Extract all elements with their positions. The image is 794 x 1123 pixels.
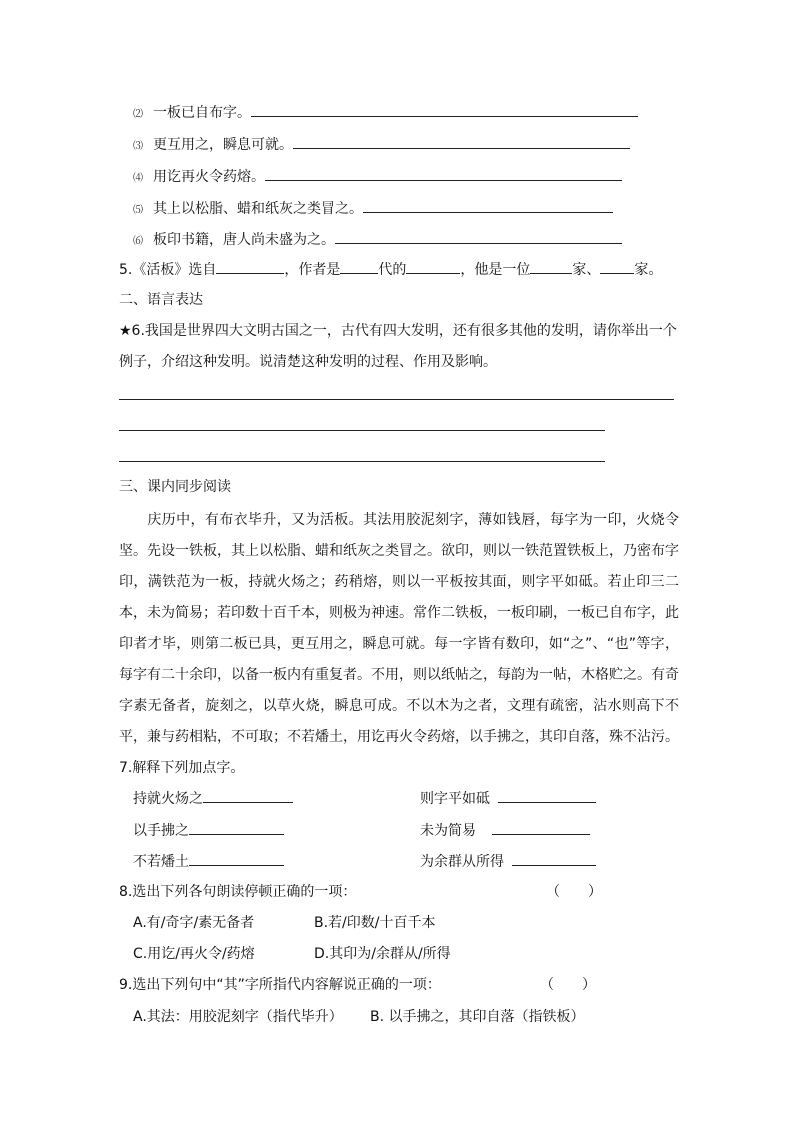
item-number: ⑵ [133,109,143,120]
q5-part: 家、 [572,262,601,278]
item-text: 其上以松脂、蜡和纸灰之类冒之。 [153,201,363,217]
item-text: 一板已自布字。 [153,105,251,121]
q7-item [420,851,596,872]
option[interactable]: B.若/印数/十百千本 [314,915,436,931]
answer-blank[interactable] [265,166,622,181]
passage-text: 庆历中，有布衣毕升，又为活板。其法用胶泥刻字，薄如钱唇，每字为一印，火烧令坚。先设一铁板，其上以松脂、蜡和纸灰之类冒之。欲印，则以一铁范置铁板上，乃密布字印，满铁范为一板，持就火炀之；药稍熔，则以一平板按其面，则字平如砥。若止印三二本，未为简易；若印数十百千本，则极为神速。常作二铁板，一板印刷，一板已自布字，此印者才毕，则第二板已具，更互用之，瞬息可就。每一字皆有数印，如“之”、“也”等字，每字有二十余印，以备一板内有重复者。不用，则以纸帖之，每韵为一帖，木格贮之。有奇字素无备者，旋刻之，以草火烧，瞬息可成。不以木为之者，文理有疏密，沾水则高下不平，兼与药相粘，不可取；不若燔土，用讫再火令药熔，以手拂之，其印自落，殊不沾污。 [119,512,679,745]
reading-passage [119,505,679,753]
q5-part: 5.《活板》选自 [119,262,217,278]
sub-item [133,102,638,125]
q7-item [420,788,596,809]
answer-blank[interactable] [216,259,284,274]
item-number: ⑶ [133,141,143,152]
question-8-title: 8.选出下列各句朗读停顿正确的一项： [119,884,357,900]
answer-blank[interactable] [340,259,378,274]
question-6-line2: 例子，介绍这种发明。说清楚这种发明的过程、作用及影响。 [119,354,497,370]
q7-phrase: 以手拂之 [133,823,189,839]
answer-blank[interactable] [189,851,284,866]
answer-line[interactable] [119,430,605,431]
question-7-title: 7.解释下列加点字。 [119,760,245,776]
answer-blank[interactable] [363,198,613,213]
sub-item [133,134,630,157]
q5-part: 家。 [634,262,663,278]
option[interactable]: A.有/奇字/素无备者 [133,915,255,931]
q5-part: 代的 [378,262,407,278]
answer-blank[interactable] [293,134,630,149]
q5-part: ，他是一位 [460,262,531,278]
q7-item [133,788,293,809]
answer-blank[interactable] [498,788,596,803]
item-number: ⑸ [133,205,143,216]
section-heading: 二、语言表达 [119,292,203,308]
option[interactable]: D.其印为/余群从/所得 [314,946,451,962]
answer-paren[interactable]: （ ） [546,884,602,900]
answer-blank[interactable] [492,820,590,835]
q5-part: ，作者是 [284,262,341,278]
sub-item [133,166,622,189]
answer-blank[interactable] [335,229,622,244]
answer-blank[interactable] [600,259,634,274]
answer-line[interactable] [119,399,674,400]
item-text: 更互用之，瞬息可就。 [153,137,293,153]
q7-phrase: 则字平如砥 [420,791,490,807]
sub-item [133,198,613,221]
answer-blank[interactable] [512,851,596,866]
answer-line[interactable] [119,461,605,462]
option[interactable]: B. 以手拂之，其印自落（指铁板） [370,1009,585,1025]
section-heading: 三、课内同步阅读 [119,479,231,495]
answer-blank[interactable] [203,788,293,803]
q7-phrase: 未为简易 [420,823,476,839]
q7-phrase: 持就火炀之 [133,791,203,807]
answer-blank[interactable] [530,259,572,274]
answer-blank[interactable] [251,102,638,117]
q7-item [133,851,284,872]
answer-blank[interactable] [406,259,460,274]
q7-phrase: 为余群从所得 [420,854,504,870]
answer-paren[interactable]: （ ） [540,977,596,993]
question-5 [119,259,662,280]
sub-item [133,229,622,252]
option[interactable]: C.用讫/再火令/药熔 [133,946,255,962]
item-text: 板印书籍，唐人尚未盛为之。 [153,232,335,248]
answer-blank[interactable] [189,820,284,835]
option[interactable]: A.其法：用胶泥刻字（指代毕升） [133,1009,343,1025]
question-9-title: 9.选出下列句中“其”字所指代内容解说正确的一项： [119,977,441,993]
question-6-line1: ★6.我国是世界四大文明古国之一，古代有四大发明，还有很多其他的发明，请你举出一个 [119,323,677,339]
item-text: 用讫再火令药熔。 [153,169,265,185]
q7-item [133,820,284,841]
q7-phrase: 不若燔土 [133,854,189,870]
item-number: ⑷ [133,173,143,184]
item-number: ⑹ [133,236,143,247]
q7-item [420,820,590,841]
